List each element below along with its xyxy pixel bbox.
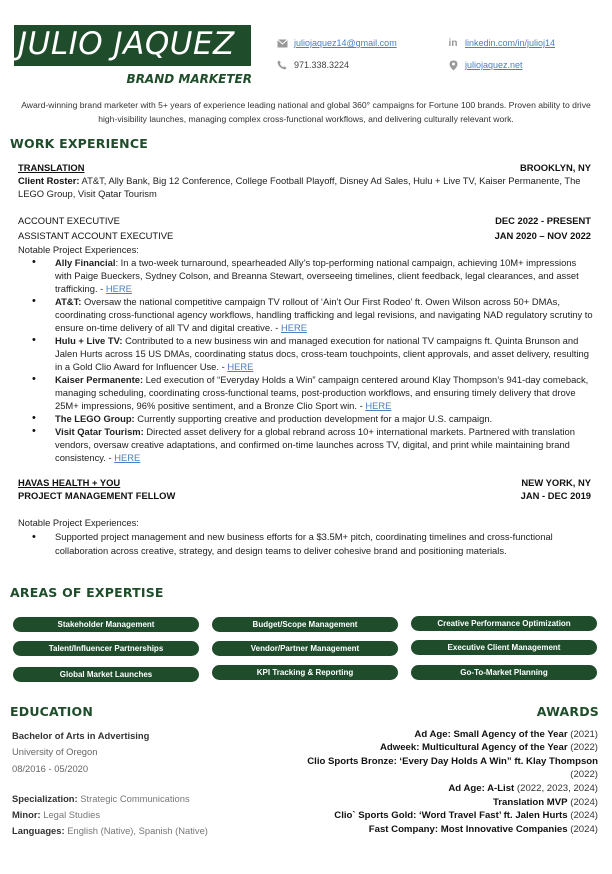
list-item xyxy=(55,256,593,295)
role-title: ACCOUNT EXECUTIVE xyxy=(18,215,120,226)
expertise-heading: AREAS OF EXPERTISE xyxy=(10,585,164,600)
languages xyxy=(12,825,208,836)
job-title: BRAND MARKETER xyxy=(126,72,252,86)
award-name: Translation MVP xyxy=(492,797,568,808)
work-experience-heading: WORK EXPERIENCE xyxy=(10,136,148,151)
contact-linkedin[interactable] xyxy=(447,37,555,49)
award-name: Clio Sports Bronze: ‘Every Day Holds A Win” ft. Klay Thompson xyxy=(307,756,598,767)
notable-projects-label: Notable Project Experiences: xyxy=(18,517,139,528)
list-item xyxy=(55,425,593,464)
expertise-pill: Vendor/Partner Management xyxy=(212,641,398,656)
translation-header-row xyxy=(18,162,591,173)
award-name: Ad Age: Small Agency of the Year xyxy=(414,729,568,740)
company-location: BROOKLYN, NY xyxy=(519,162,591,173)
specialization-label: Specialization: xyxy=(12,793,78,804)
expertise-pill: KPI Tracking & Reporting xyxy=(212,665,398,680)
notable-projects-label: Notable Project Experiences: xyxy=(18,244,139,255)
education-dates: 08/2016 - 05/2020 xyxy=(12,763,89,774)
award-name: Clio` Sports Gold: ‘Word Travel Fast’ ft. Jalen Hurts xyxy=(334,810,568,821)
project-list xyxy=(55,530,593,558)
list-item xyxy=(55,373,593,412)
award-item xyxy=(334,810,598,821)
award-item xyxy=(448,783,598,794)
project-client: Ally Financial xyxy=(55,257,116,268)
company-location: NEW YORK, NY xyxy=(521,477,591,488)
role-dates: DEC 2022 - PRESENT xyxy=(495,215,591,226)
project-description: Currently supporting creative and production development for a major U.S. campaign. xyxy=(134,413,493,424)
company-name: TRANSLATION xyxy=(18,162,85,173)
role-title: ASSISTANT ACCOUNT EXECUTIVE xyxy=(18,230,174,241)
list-item: • Supported project management and new business efforts for a $3.5M+ pitch, coordinating timelines and cross-functional collaboration across creative, strategy, and design teams to deliver cohesive brand and positioning materials. xyxy=(55,530,593,558)
here-link[interactable]: HERE xyxy=(365,400,392,411)
award-year: (2021) xyxy=(567,729,598,740)
project-description: Contributed to a new business win and managed execution for national TV campaigns ft. Quinta Brunson and Jalen Hurts across 15 US DMAs, coordinating status docs, cross-team touchpoints, client approvals, and asset delivery, resulting in a Gold Clio Award for Influencer Use. - xyxy=(55,335,589,372)
project-description: Led execution of “Everyday Holds a Win” campaign centered around Klay Thompson’s 941-day comeback, managing scheduling, coordinating cross-functional teams, post-production workflows, and ensuring timely delivery that drove 25M+ impressions, 96% positive sentiment, and a Bronze Clio Sport win. - xyxy=(55,374,589,411)
languages-label: Languages: xyxy=(12,825,65,836)
role-dates: JAN 2020 – NOV 2022 xyxy=(494,230,591,241)
envelope-icon xyxy=(276,37,288,49)
expertise-pill: Creative Performance Optimization xyxy=(411,616,597,631)
phone-number: 971.338.3224 xyxy=(294,60,350,70)
list-item xyxy=(55,295,593,334)
project-client: Kaiser Permanente: xyxy=(55,374,144,385)
degree xyxy=(12,730,149,741)
linkedin-link[interactable]: linkedin.com/in/julioj14 xyxy=(465,38,556,48)
phone-icon xyxy=(276,59,288,71)
education-heading: EDUCATION xyxy=(10,704,94,719)
email-link[interactable]: juliojaquez14@gmail.com xyxy=(294,38,397,48)
award-name: Fast Company: Most Innovative Companies xyxy=(368,824,568,835)
project-description: Directed asset delivery for a global rebrand across 10+ international markets. Partnered with translation vendors, oversaw creative adaptations, and confirmed on-time launches across TV, digital, and print while maintaining brand consistency. - xyxy=(55,426,575,463)
list-item xyxy=(55,334,593,373)
website-link[interactable]: juliojaquez.net xyxy=(465,60,523,70)
name-banner xyxy=(14,25,251,66)
project-client: AT&T: xyxy=(55,296,82,307)
school: University of Oregon xyxy=(12,746,98,757)
candidate-name: JULIO JAQUEZ xyxy=(18,26,235,62)
award-year: (2024) xyxy=(567,810,598,821)
project-description: Oversaw the national competitive campaign TV rollout of ‘Ain’t Our First Rodeo’ ft. Owen Wilson across 50+ DMAs, coordinating cross-functional agency workflows, handling trafficking and legal revisions, and navigating NAD regulatory scrutiny to ensure on-time delivery of all TV and digital creative. - xyxy=(55,296,593,333)
minor-label: Minor: xyxy=(12,809,41,820)
languages-value: English (Native), Spanish (Native) xyxy=(64,825,208,836)
award-year: (2024) xyxy=(567,824,598,835)
expertise-pill: Stakeholder Management xyxy=(13,617,199,632)
role-dates: JAN - DEC 2019 xyxy=(520,490,591,501)
expertise-pill: Global Market Launches xyxy=(13,667,199,682)
award-item xyxy=(369,824,598,835)
client-roster xyxy=(18,174,593,200)
award-item xyxy=(380,742,598,753)
location-pin-icon xyxy=(447,59,459,71)
role-title: PROJECT MANAGEMENT FELLOW xyxy=(18,490,176,501)
awards-heading: AWARDS xyxy=(536,704,599,719)
degree-name: Bachelor of Arts in Advertising xyxy=(12,730,150,741)
award-year: (2024) xyxy=(567,797,598,808)
specialization-value: Strategic Communications xyxy=(77,793,190,804)
project-list xyxy=(55,256,593,464)
award-item xyxy=(493,797,598,808)
project-client: The LEGO Group: xyxy=(55,413,135,424)
expertise-pill: Go-To-Market Planning xyxy=(411,665,597,680)
linkedin-icon: in xyxy=(448,37,458,49)
contact-phone xyxy=(276,59,349,71)
role-row xyxy=(18,490,591,501)
project-client: Visit Qatar Tourism: xyxy=(55,426,144,437)
here-link[interactable]: HERE xyxy=(114,452,141,463)
award-item xyxy=(307,756,598,767)
minor-value: Legal Studies xyxy=(40,809,101,820)
role-row xyxy=(18,215,591,226)
company-name: HAVAS HEALTH + YOU xyxy=(18,477,121,488)
here-link[interactable]: HERE xyxy=(280,322,308,333)
client-roster-list: AT&T, Ally Bank, Big 12 Conference, College Football Playoff, Disney Ad Sales, Hulu + Live TV, Kaiser Permanente, The LEGO Group, Visit Qatar Tourism xyxy=(18,175,581,199)
havas-header-row xyxy=(18,477,591,488)
contact-email[interactable] xyxy=(276,37,397,49)
award-name: Adweek: Multicultural Agency of the Year xyxy=(379,742,568,753)
here-link[interactable]: HERE xyxy=(227,361,254,372)
list-item xyxy=(55,412,593,425)
award-name: Ad Age: A-List xyxy=(448,783,515,794)
award-year: (2022, 2023, 2024) xyxy=(514,783,598,794)
expertise-pill: Talent/Influencer Partnerships xyxy=(13,641,199,656)
role-row xyxy=(18,230,591,241)
project-client: Hulu + Live TV: xyxy=(55,335,123,346)
summary: Award-winning brand marketer with 5+ years of experience leading national and global 360° campaigns for Fortune 100 brands. Proven ability to drive high-visibility launches, managing complex cross-functional workflows, and delivering culturally relevant work. xyxy=(21,100,591,124)
award-item xyxy=(414,729,598,740)
contact-website[interactable] xyxy=(447,59,523,71)
specialization xyxy=(12,793,190,804)
client-roster-label: Client Roster: xyxy=(18,175,80,186)
minor xyxy=(12,809,100,820)
here-link[interactable]: HERE xyxy=(105,283,132,294)
award-year-wrapped: (2022) xyxy=(570,769,598,780)
project-description: : In a two-week turnaround, spearheaded Ally’s top-performing national campaign, achieving 10M+ impressions with Paige Bueckers, Sydney Colson, and Breanna Stewart, overseeing timelines, client feedback, legal clearances, and asset trafficking. - xyxy=(55,257,579,294)
expertise-pill: Budget/Scope Management xyxy=(212,617,398,632)
expertise-pill: Executive Client Management xyxy=(411,640,597,655)
award-year: (2022) xyxy=(567,742,598,753)
